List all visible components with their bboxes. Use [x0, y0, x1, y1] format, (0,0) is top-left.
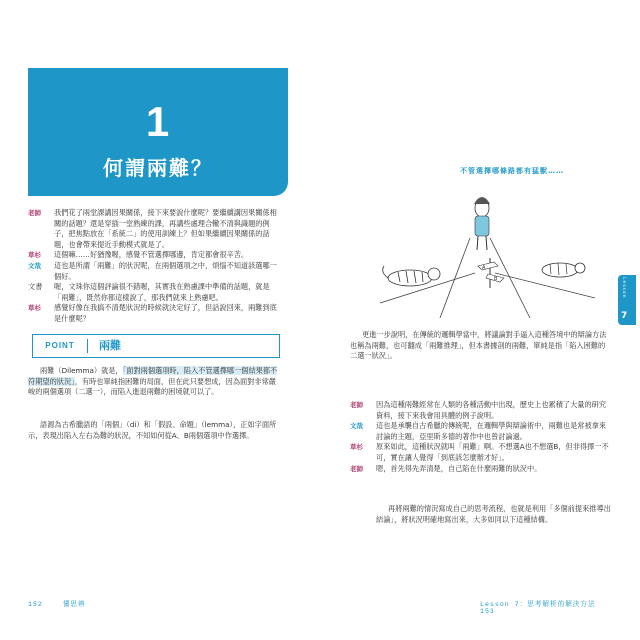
dialog-line — [28, 282, 278, 303]
speaker-label: 草杉 — [350, 443, 363, 452]
dialog-line — [28, 303, 278, 324]
dialog-text: 感覺好像在我搞不清楚狀況的時候就決定好了，但話說回來，兩難到底是什麼呢？ — [54, 303, 277, 323]
book-title: 懂思辨 — [62, 601, 86, 608]
speaker-label: 草杉 — [28, 304, 41, 313]
speaker-label: 老師 — [350, 464, 363, 473]
chapter-number: 1 — [145, 98, 171, 145]
left-page — [28, 68, 328, 608]
dialog-line — [28, 250, 278, 261]
dialog-text: 嗯，首先得先弄清楚，自己陷在什麼兩難的狀況中。 — [376, 463, 542, 473]
dialog-line — [350, 442, 612, 463]
dialog-block — [350, 400, 612, 474]
dilemma-illustration — [370, 178, 600, 318]
tab-lesson-number: 7 — [621, 311, 628, 321]
speaker-label: 文書 — [28, 282, 43, 292]
signpost — [478, 258, 504, 288]
speaker-label: 草杉 — [28, 251, 41, 260]
dialog-block — [28, 208, 278, 325]
tab-lesson-word: Lesson — [621, 277, 626, 299]
point-box — [32, 334, 280, 358]
speaker-label: 老師 — [350, 401, 363, 409]
person-figure — [474, 197, 490, 250]
illustration-caption: 不管選擇哪條路都有猛獸…… — [460, 167, 564, 175]
right-footer — [480, 598, 630, 615]
lesson-title: Lesson 7：思考解析的解決方法 — [480, 601, 596, 608]
dialog-text: 這也是承襲自古希臘的傳統呢，在邏輯學與辯論術中，兩難也是常被拿來討論的主題，亞里斯多德的著作中也曾討論過。 — [376, 421, 607, 441]
right-page — [330, 68, 630, 615]
highlighted-definition: 「面對兩個選項時，陷入不管選擇哪一個結果都不符期望的狀況」 — [28, 366, 278, 386]
structure-paragraph: 再將兩難的情況寫成自己的思考流程，也就是利用「多個前提來推導出結論」，將狀況明確地寫出來，大多如同以下這種結構。 — [376, 504, 611, 524]
point-divider — [87, 339, 88, 353]
page-number: 153 — [480, 608, 495, 615]
dialog-text: 因為這種兩難經常在人類的各種活動中出現，歷史上也累積了大量的研究資料，接下來我會用具體的例子說明。 — [376, 400, 607, 420]
dialog-text: 這個嘛……好猶豫喔，感覺不管選擇哪邊，肯定都會很辛苦。 — [54, 250, 249, 260]
dialog-line — [350, 421, 612, 442]
lesson-tab — [618, 275, 636, 325]
sign-label-b: B — [494, 276, 498, 282]
dialog-line — [28, 208, 278, 250]
dialog-line — [350, 464, 612, 475]
sign-label-a: A — [482, 265, 486, 271]
dialog-text: 喔，文珠你這個評論很不錯喔，其實我在熟慮課中準備的話題，就是「兩難」，既然你都這樣說了，那我們就來上熟慮吧。 — [54, 282, 270, 302]
etymology-paragraph: 語源為古希臘語的「兩個」（di）和「假設、命題」（lemma），正如字面所示，表現出陷入左右為難的狀況，不知如何從A、B兩個選項中作選擇。 — [28, 420, 277, 440]
dialog-text: 這也是所謂「兩難」的狀況呢，在兩個選項之中，煩惱不知道該選哪一個好。 — [54, 260, 277, 281]
chapter-title: 何謂兩難？ — [103, 158, 213, 180]
tiger-left — [383, 266, 440, 286]
dialog-text: 我們花了兩堂課講因果關係，接下來要說什麼呢？要繼續講因果關係相關的話題？還是穿插一堂熟練的課，再講些處理合轍不清與識題的例子，把焦點放在「系統二」的使用訓練上？但如果繼續因果關係的話題，也會帶來提近手動模式就是了。 — [54, 208, 277, 249]
chapter-header-box — [28, 68, 288, 196]
point-label: POINT — [45, 341, 75, 350]
dialog-text: 原來如此，這種狀況就叫「兩難」啊。不想選A也不想選B，但非得擇一不可，實在讓人覺得「到底該怎麼辦才好」。 — [376, 442, 609, 462]
definition-paragraph — [28, 366, 278, 398]
explanation-paragraph: 更進一步說明，在傳統的邏輯學當中，將議論對手逼入這種答境中的辯論方法也稱為兩難，也可翻成「兩難推理」，但本書據剖的兩難，單純是指「陷入困難的二選一狀況」。 — [350, 330, 607, 361]
para-text: 兩難（Dilemma）就是， — [40, 366, 123, 375]
speaker-label: 老師 — [28, 209, 41, 217]
speaker-label: 文哉 — [28, 261, 41, 270]
dialog-line — [28, 261, 278, 282]
left-footer — [28, 598, 86, 608]
speaker-label: 文哉 — [350, 422, 363, 431]
beast-right — [542, 263, 585, 277]
dialog-line — [350, 400, 612, 421]
point-title: 兩難 — [99, 339, 121, 352]
para-text: ，有時也單純指困難的局面，但在此只要想成，因為面對非常嚴峻的兩個選項（二選一），而陷入進退兩難的困境就可以了。 — [28, 376, 276, 397]
page-number: 152 — [28, 601, 43, 608]
